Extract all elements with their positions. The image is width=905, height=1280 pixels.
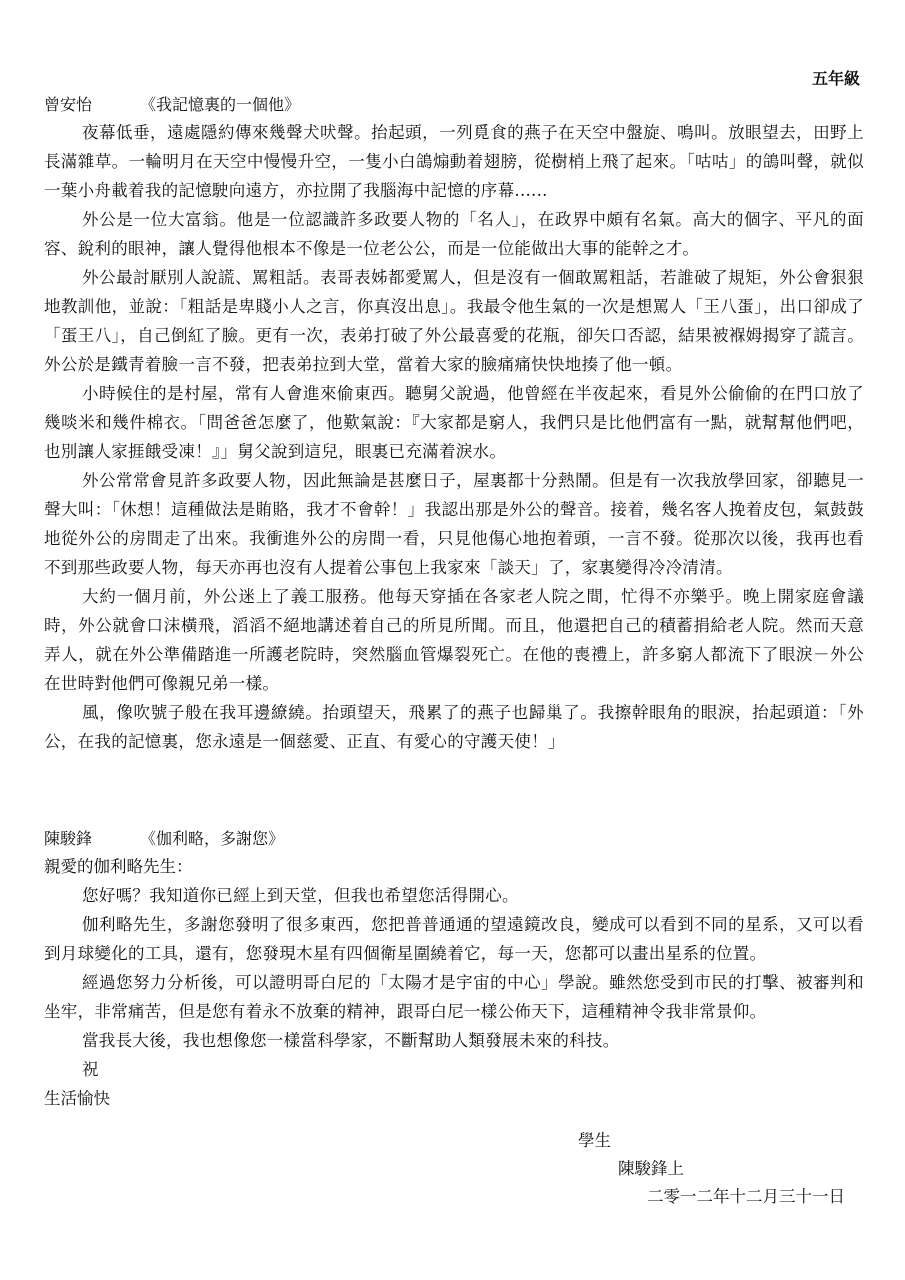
letter-greeting: 親愛的伽利略先生： (44, 857, 193, 876)
essay-2-author: 陳駿鋒 (44, 829, 93, 848)
signature-date: 二零一二年十二月三十一日 (647, 1187, 845, 1206)
letter-paragraph: 當我長大後，我也想像您一樣當科學家，不斷幫助人類發展未來的科技。 (82, 1031, 620, 1050)
letter-paragraph: 您好嗎？我知道你已經上到天堂，但我也希望您活得開心。 (82, 886, 519, 905)
essay-1-paragraph: 夜幕低垂，遠處隱約傳來幾聲犬吠聲。抬起頭，一列覓食的燕子在天空中盤旋、鳴叫。放眼望去，田野上長滿雜草。一輪明月在天空中慢慢升空，一隻小白鴿煽動着翅膀，從樹梢上飛了起來。「咕咕」的鴿叫聲，就似一葉小舟載着我的記憶駛向遠方，亦拉開了我腦海中記憶的序幕...... (44, 123, 864, 200)
essay-1-paragraph: 小時候住的是村屋，常有人會進來偷東西。聽舅父說過，他曾經在半夜起來，看見外公偷偷的在門口放了幾啖米和幾件棉衣。「問爸爸怎麼了，他歎氣說：『大家都是窮人，我們只是比他們富有一點，就幫幫他們吧，也別讓人家捱餓受凍！』」舅父說到這兒，眼裏已充滿着淚水。 (44, 384, 864, 461)
signature-name: 陳駿鋒上 (618, 1159, 684, 1178)
essay-1-paragraph: 大約一個月前，外公迷上了義工服務。他每天穿插在各家老人院之間，忙得不亦樂乎。晚上開家庭會議時，外公就會口沫橫飛，滔滔不絕地講述着自己的所見所聞。而且，他還把自己的積蓄捐給老人院。然而天意弄人，就在外公準備踏進一所護老院時，突然腦血管爆裂死亡。在他的喪禮上，許多窮人都流下了眼淚－外公在世時對他們可像親兄弟一樣。 (44, 587, 864, 693)
essay-1-paragraph: 風，像吹號子般在我耳邊繚繞。抬頭望天，飛累了的燕子也歸巢了。我擦幹眼角的眼淚，抬起頭道：「外公，在我的記憶裏，您永遠是一個慈愛、正直、有愛心的守護天使！」 (44, 703, 864, 751)
essay-1 (44, 92, 864, 756)
essay-1-author: 曾安怡 (44, 95, 93, 114)
essay-2 (44, 826, 864, 1113)
grade-label: 五年級 (811, 69, 860, 88)
letter-paragraph: 伽利略先生，多謝您發明了很多東西，您把普普通通的望遠鏡改良，變成可以看到不同的星系，又可以看到月球變化的工具，還有，您發現木星有四個衛星圍繞着它，每一天，您都可以畫出星系的位置。 (44, 915, 864, 963)
signature-role: 學生 (578, 1131, 611, 1150)
essay-1-paragraph: 外公最討厭別人說謊、罵粗話。表哥表姊都愛罵人，但是沒有一個敢罵粗話，若誰破了規矩，外公會狠狠地教訓他，並說：「粗話是卑賤小人之言，你真沒出息」。我最令他生氣的一次是想罵人「王八蛋」，出口卻成了「蛋王八」，自己倒紅了臉。更有一次，表弟打破了外公最喜愛的花瓶，卻矢口否認，結果被褓姆揭穿了謊言。外公於是鐵青着臉一言不發，把表弟拉到大堂，當着大家的臉痛痛快快地揍了他一頓。 (44, 268, 864, 374)
essay-1-paragraph: 外公是一位大富翁。他是一位認識許多政要人物的「名人」，在政界中頗有名氣。高大的個字、平凡的面容、銳利的眼神，讓人覺得他根本不像是一位老公公，而是一位能做出大事的能幹之才。 (44, 210, 864, 258)
essay-1-paragraph: 外公常常會見許多政要人物，因此無論是甚麼日子，屋裏都十分熱鬧。但是有一次我放學回家，卻聽見一聲大叫：「休想！這種做法是賄賂，我才不會幹！」我認出那是外公的聲音。接着，幾名客人挽着皮包，氣鼓鼓地從外公的房間走了出來。我衝進外公的房間一看，只見他傷心地抱着頭，一言不發。從那次以後，我再也看不到那些政要人物，每天亦再也沒有人提着公事包上我家來「談天」了，家裏變得冷冷清清。 (44, 471, 864, 577)
essay-1-header (44, 92, 864, 118)
letter-closing-phrase: 生活愉快 (44, 1089, 110, 1108)
letter-paragraph: 經過您努力分析後，可以證明哥白尼的「太陽才是宇宙的中心」學說。雖然您受到市民的打擊、被審判和坐牢，非常痛苦，但是您有着永不放棄的精神，跟哥白尼一樣公佈天下，這種精神令我非常景仰。 (44, 973, 864, 1021)
essay-2-header (44, 826, 864, 852)
essay-2-title: 《伽利略，多謝您》 (140, 829, 285, 848)
letter-closing-wish: 祝 (82, 1060, 99, 1079)
essay-1-title: 《我記憶裏的一個他》 (140, 95, 301, 114)
